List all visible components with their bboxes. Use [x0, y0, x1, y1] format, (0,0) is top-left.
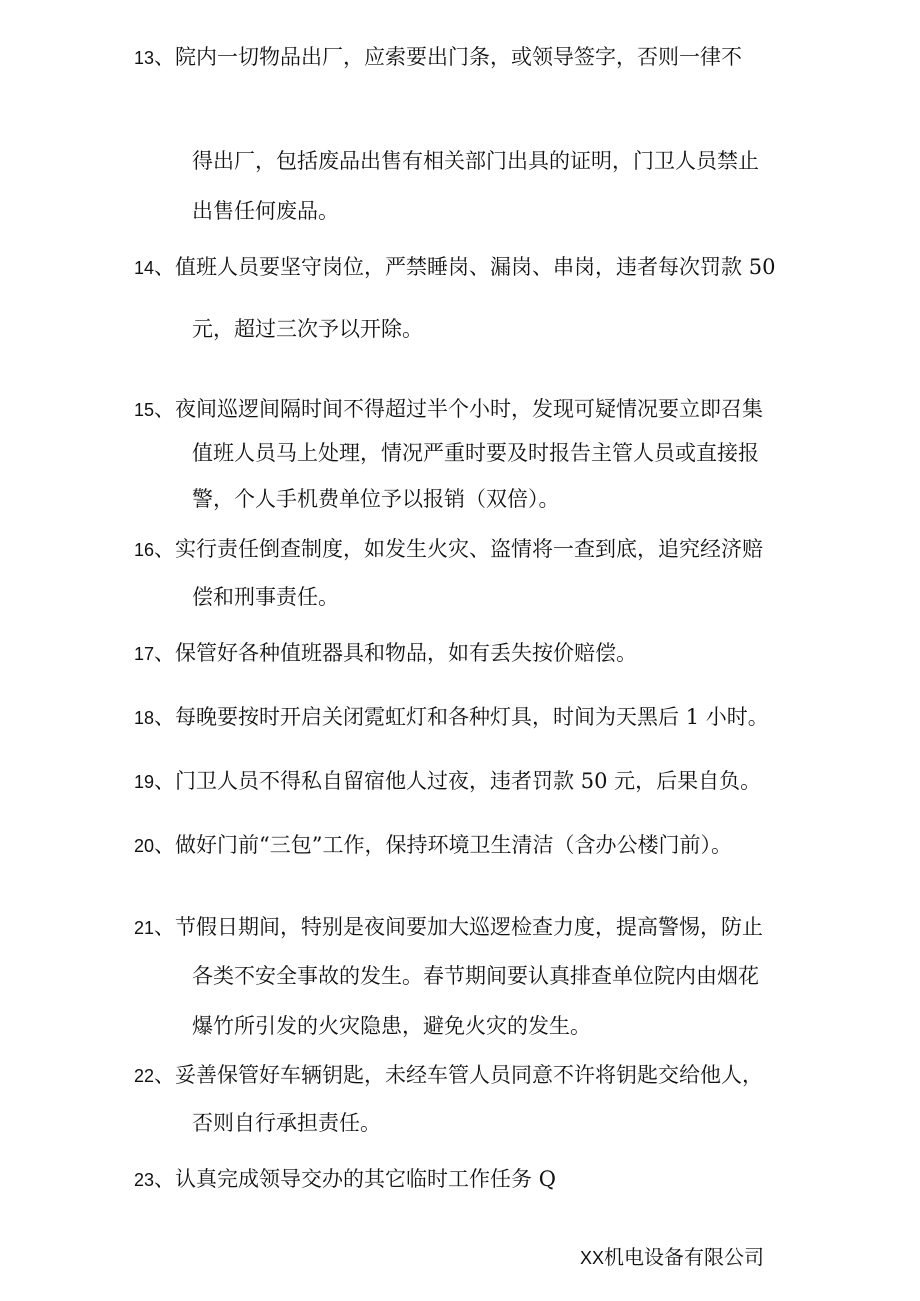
item-continuation-line: 得出厂，包括废品出售有相关部门出具的证明，门卫人员禁止 — [192, 149, 759, 173]
list-item-16 — [134, 534, 763, 564]
item-continuation-line: 元，超过三次予以开除。 — [192, 317, 423, 341]
item-number: 22 — [134, 1066, 155, 1086]
item-text-line: 实行责任倒查制度，如发生火灾、盗情将一查到底，追究经济赔 — [175, 537, 764, 561]
list-item-18 — [134, 702, 769, 732]
item-continuation-line: 警，个人手机费单位予以报销（双倍）。 — [192, 487, 560, 511]
item-continuation-line: 偿和刑事责任。 — [192, 585, 339, 609]
item-continuation-line: 值班人员马上处理，情况严重时要及时报告主管人员或直接报 — [192, 441, 759, 465]
item-continuation-line: 爆竹所引发的火灾隐患，避免火灾的发生。 — [192, 1014, 591, 1038]
item-number: 15 — [134, 400, 155, 420]
list-item-13 — [134, 42, 742, 72]
item-separator: 、 — [154, 1167, 176, 1191]
item-separator: 、 — [154, 537, 176, 561]
item-number: 17 — [134, 644, 155, 664]
item-separator: 、 — [154, 705, 176, 729]
item-text-line: 值班人员要坚守岗位，严禁睡岗、漏岗、串岗，违者每次罚款 50 — [175, 255, 776, 279]
item-number: 20 — [134, 836, 155, 856]
item-number: 16 — [134, 540, 155, 560]
item-text-line: 做好门前“三包”工作，保持环境卫生清洁（含办公楼门前）。 — [175, 833, 733, 857]
item-text-line: 院内一切物品出厂，应索要出门条，或领导签字，否则一律不 — [175, 45, 743, 69]
item-text-line: 妥善保管好车辆钥匙，未经车管人员同意不许将钥匙交给他人， — [175, 1063, 764, 1087]
list-item-19 — [134, 766, 761, 796]
item-number: 13 — [134, 48, 155, 68]
item-text-line: 门卫人员不得私自留宿他人过夜，违者罚款 50 元，后果自负。 — [175, 769, 762, 793]
item-number: 14 — [134, 258, 155, 278]
item-continuation-line: 出售任何废品。 — [192, 199, 339, 223]
item-continuation-line: 否则自行承担责任。 — [192, 1111, 381, 1135]
item-separator: 、 — [154, 1063, 176, 1087]
item-text-line: 认真完成领导交办的其它临时工作任务 Q — [175, 1167, 556, 1191]
item-separator: 、 — [154, 255, 176, 279]
list-item-15 — [134, 394, 763, 424]
list-item-20 — [134, 830, 732, 860]
company-prefix: XX — [580, 1248, 605, 1268]
item-text-line: 每晚要按时开启关闭霓虹灯和各种灯具，时间为天黑后 1 小时。 — [175, 705, 769, 729]
item-text-line: 夜间巡逻间隔时间不得超过半个小时，发现可疑情况要立即召集 — [175, 397, 764, 421]
item-separator: 、 — [154, 915, 176, 939]
item-separator: 、 — [154, 833, 176, 857]
item-separator: 、 — [154, 45, 176, 69]
item-separator: 、 — [154, 397, 176, 421]
list-item-23 — [134, 1164, 556, 1194]
item-number: 23 — [134, 1170, 155, 1190]
item-separator: 、 — [154, 641, 176, 665]
list-item-14 — [134, 252, 775, 282]
company-name: 机电设备有限公司 — [604, 1245, 765, 1269]
list-item-22 — [134, 1060, 763, 1090]
item-continuation-line: 各类不安全事故的发生。春节期间要认真排查单位院内由烟花 — [192, 964, 759, 988]
item-number: 18 — [134, 708, 155, 728]
item-text-line: 保管好各种值班器具和物品，如有丢失按价赔偿。 — [175, 641, 638, 665]
company-signature — [580, 1242, 764, 1273]
item-number: 19 — [134, 772, 155, 792]
item-text-line: 节假日期间，特别是夜间要加大巡逻检查力度，提高警惕，防止 — [175, 915, 764, 939]
list-item-17 — [134, 638, 637, 668]
item-separator: 、 — [154, 769, 176, 793]
item-number: 21 — [134, 918, 155, 938]
list-item-21 — [134, 912, 763, 942]
